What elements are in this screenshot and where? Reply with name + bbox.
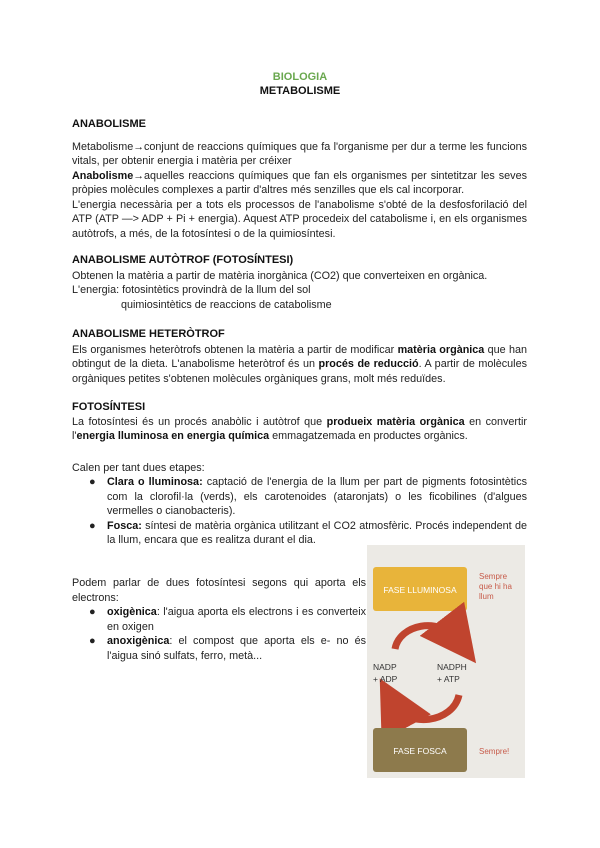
paragraph-text: aquelles reaccions químiques que fan els organismes per sintetitzar les seves pròpies molècules complexes a partir d'altres més senzilles que els cal incorporar. [72,169,527,196]
label-nadph: NADPH [437,662,467,672]
note-sempre-llum: llum [479,592,494,601]
paragraph-heterotrof [72,343,527,387]
arrow-symbol: → [133,169,144,182]
bold-term: procés de reducció [318,358,419,370]
section-heading: FOTOSÍNTESI [72,401,146,413]
section-heading: ANABOLISME HETERÒTROF [72,328,225,340]
paragraph-anabolisme [72,169,527,198]
bold-term: anoxigènica [107,635,170,647]
cycle-arrow-down [395,626,459,649]
term-anabolisme: Anabolisme [72,169,134,182]
paragraph-fotosintesi [72,415,527,444]
paragraph-energia: L'energia necessària per a tots els processos de l'anabolisme s'obté de la desfosforilació del ATP (ATP —> ADP + Pi + energia). Aquest ATP procedeix del catabolisme i, en els organismes autòtrofs, a més, de la fotosíntesi o de la quimiosíntesi. [72,198,527,240]
list-item [72,475,527,519]
paragraph-etapes-intro: Calen per tant dues etapes: [72,461,205,474]
list-item-text: síntesi de matèria orgànica utilitzant el CO2 atmosfèric. Procés independent de la llum, encara que es realitza durant el dia. [107,519,527,546]
paragraph-text: La fotosíntesi és un procés anabòlic i autòtrof que [72,415,327,428]
paragraph-metabolisme [72,140,527,169]
bullet-icon: ● [89,476,96,488]
list-item-text: captació de l'energia de la llum per part de pigments fotosintètics com la clorofil·la (verds), els carotenoides (ataronjats) o les ficobilines (d'algues vermelles o cianobacteris). [107,476,528,517]
etapes-list [72,475,527,548]
subject-title: BIOLOGIA [272,71,328,83]
paragraph-energia-fotosintetics: L'energia: fotosintètics provindrà de la llum del sol [72,284,311,296]
paragraph-text: que han obtingut de la dieta. L'anabolisme heteròtrof és un [72,343,527,370]
paragraph-text: en convertir l' [72,415,527,442]
bold-term: energia lluminosa en energia química [76,430,270,442]
list-item-text: : el compost que aporta els e- no és l'aigua sinó sulfats, ferro, metà... [107,635,366,662]
note-sempre-llum: Sempre [479,572,508,581]
section-anabolisme [72,117,527,241]
bold-term: matèria orgànica [397,343,485,356]
section-heading: ANABOLISME AUTÒTROF (FOTOSÍNTESI) [72,254,294,266]
bold-term: Clara o lluminosa: [107,476,203,488]
paragraph-text: conjunt de reaccions químiques que fa l'organisme per dur a terme les funcions vitals, per obtenir energia i matèria per créixer [72,140,527,167]
bullet-icon: ● [89,519,96,532]
label-nadp: NADP [373,662,397,672]
paragraph-text: Els organismes heteròtrofs obtenen la matèria a partir de modificar [72,343,398,356]
tipus-list [72,605,366,663]
bold-term: produeix matèria orgànica [326,415,465,428]
bullet-icon: ● [89,635,96,647]
section-heterotrof [72,327,527,386]
fase-fosca-label: FASE FOSCA [393,746,447,756]
fase-lluminosa-label: FASE LLUMINOSA [383,585,457,595]
note-sempre: Sempre! [479,747,510,756]
section-autotrof [72,253,527,312]
list-item [72,634,366,663]
paragraph-text: . A partir de molècules orgàniques petites s'obtenen molècules orgàniques grans, molt més reduïdes. [72,358,527,385]
label-adp: + ADP [373,674,398,684]
bold-term: Fosca: [107,519,142,532]
bold-term: oxigènica [107,606,157,618]
term-metabolisme: Metabolisme [72,140,134,153]
page-title: METABOLISME [259,85,341,97]
section-tipus-fotosintesi [72,576,366,663]
paragraph-materia: Obtenen la matèria a partir de matèria inorgànica (CO2) que converteixen en orgànica. [72,269,488,282]
section-heading: ANABOLISME [72,118,146,130]
section-fotosintesi [72,400,527,548]
cycle-arrow-up [393,695,459,720]
paragraph-tipus-intro: Podem parlar de dues fotosíntesi segons qui aporta els electrons: [72,577,366,604]
photosynthesis-diagram [367,545,525,778]
label-atp: + ATP [437,674,460,684]
arrow-symbol: → [133,140,145,153]
paragraph-quimiosintetics: quimiosintètics de reaccions de catabolisme [121,298,332,311]
list-item [72,519,527,548]
note-sempre-llum: que hi ha [479,582,512,591]
list-item [72,605,366,634]
list-item-text: : l'aigua aporta els electrons i es converteix en oxigen [107,606,366,633]
bullet-icon: ● [89,606,96,618]
paragraph-text: emmagatzemada en productes orgànics. [269,430,468,442]
